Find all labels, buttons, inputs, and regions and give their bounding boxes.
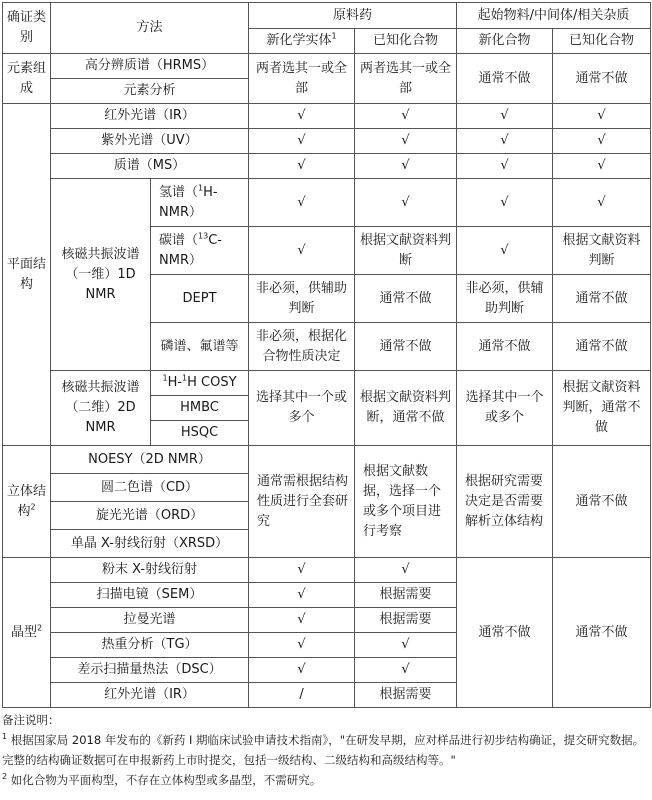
submethod-cell: 碳谱（$^{13}$C-NMR） <box>151 227 249 275</box>
table-row <box>3 154 651 179</box>
footnote-1: $^1$ 根据国家局 2018 年发布的《新药 I 期临床试验申请技术指南》，"在研发早期，应对样品进行初步结构确证，提交研究数据。完整的结构确证数据可在申报新药上市时提交，包括一级结构、二级结构和高级结构等。" <box>2 732 645 767</box>
submethod-cell: $^1$H-$^1$H COSY <box>151 371 249 396</box>
group-nmr-2d: 核磁共振波谱（二维）2D NMR <box>51 371 151 446</box>
header-new-entity: 新化学实体$^1$ <box>249 29 355 54</box>
value-cell: 通常需根据结构性质进行全套研究 <box>249 446 355 558</box>
value-cell: √ <box>553 129 651 154</box>
value-cell: √ <box>457 154 553 179</box>
value-cell: 通常不做 <box>355 275 457 323</box>
table-row <box>3 129 651 154</box>
value-cell: 根据需要 <box>355 583 457 608</box>
method-cell: 红外光谱（IR） <box>51 683 249 708</box>
footnote-2: $^2$ 如化合物为平面构型，不存在立体构型或多晶型，不需研究。 <box>2 772 322 787</box>
value-cell: 两者选其一或全部 <box>355 54 457 104</box>
value-cell: √ <box>249 154 355 179</box>
table-row <box>3 104 651 129</box>
value-cell: 通常不做 <box>553 446 651 558</box>
value-cell: 两者选其一或全部 <box>249 54 355 104</box>
header-known-compound-2: 已知化合物 <box>553 29 651 54</box>
header-category: 确证类别 <box>3 3 51 54</box>
value-cell: √ <box>355 154 457 179</box>
value-cell: √ <box>249 129 355 154</box>
value-cell: √ <box>457 104 553 129</box>
header-new-compound: 新化合物 <box>457 29 553 54</box>
value-cell: 通常不做 <box>457 54 553 104</box>
table-row <box>3 446 651 474</box>
value-cell: / <box>249 683 355 708</box>
table-row <box>3 371 651 396</box>
header-api: 原料药 <box>249 3 457 29</box>
header-method: 方法 <box>51 3 249 54</box>
value-cell: 通常不做 <box>457 558 553 708</box>
table-header-row <box>3 3 651 29</box>
category-planar: 平面结构 <box>3 104 51 446</box>
value-cell: √ <box>249 608 355 633</box>
value-cell: √ <box>355 179 457 227</box>
value-cell: √ <box>249 633 355 658</box>
method-cell: 高分辨质谱（HRMS） <box>51 54 249 79</box>
method-cell: 元素分析 <box>51 79 249 104</box>
value-cell: 根据文献资料判断，通常不做 <box>553 371 651 446</box>
value-cell: √ <box>553 154 651 179</box>
value-cell: 通常不做 <box>553 323 651 371</box>
submethod-cell: 氢谱（$^1$H-NMR） <box>151 179 249 227</box>
header-intermediates: 起始物料/中间体/相关杂质 <box>457 3 651 29</box>
value-cell: 根据文献资料判断 <box>553 227 651 275</box>
header-known-compound: 已知化合物 <box>355 29 457 54</box>
method-cell: 拉曼光谱 <box>51 608 249 633</box>
submethod-cell: DEPT <box>151 275 249 323</box>
structure-confirmation-table <box>2 2 651 708</box>
value-cell: √ <box>553 179 651 227</box>
submethod-cell: 磷谱、氟谱等 <box>151 323 249 371</box>
value-cell: √ <box>249 104 355 129</box>
value-cell: 根据文献资料判断 <box>355 227 457 275</box>
value-cell: 选择其中一个或多个 <box>249 371 355 446</box>
value-cell: 选择其中一个或多个 <box>457 371 553 446</box>
value-cell: 根据文献资料判断，通常不做 <box>355 371 457 446</box>
method-cell: 单晶 X-射线衍射（XRSD） <box>51 530 249 558</box>
submethod-cell: HSQC <box>151 421 249 446</box>
value-cell: √ <box>457 129 553 154</box>
table-row <box>3 54 651 79</box>
value-cell: √ <box>249 227 355 275</box>
value-cell: √ <box>249 558 355 583</box>
value-cell: √ <box>355 129 457 154</box>
value-cell: √ <box>457 227 553 275</box>
value-cell: 非必须，供辅助判断 <box>457 275 553 323</box>
value-cell: 通常不做 <box>553 54 651 104</box>
method-cell: 热重分析（TG） <box>51 633 249 658</box>
notes-section <box>2 710 650 790</box>
value-cell: 通常不做 <box>355 323 457 371</box>
table-row <box>3 179 651 227</box>
category-elements: 元素组成 <box>3 54 51 104</box>
method-cell: 圆二色谱（CD） <box>51 474 249 502</box>
value-cell: √ <box>249 583 355 608</box>
value-cell: 根据研究需要决定是否需要解析立体结构 <box>457 446 553 558</box>
table-row <box>3 558 651 583</box>
method-cell: 旋光光谱（ORD） <box>51 502 249 530</box>
value-cell: √ <box>355 104 457 129</box>
value-cell: 通常不做 <box>553 275 651 323</box>
method-cell: 红外光谱（IR） <box>51 104 249 129</box>
method-cell: 差示扫描量热法（DSC） <box>51 658 249 683</box>
value-cell: 根据文献数据，选择一个或多个项目进行考察 <box>355 446 457 558</box>
method-cell: 质谱（MS） <box>51 154 249 179</box>
value-cell: 通常不做 <box>553 558 651 708</box>
submethod-cell: HMBC <box>151 396 249 421</box>
value-cell: √ <box>553 104 651 129</box>
value-cell: √ <box>355 558 457 583</box>
value-cell: 通常不做 <box>457 323 553 371</box>
category-stereo: 立体结构$^2$ <box>3 446 51 558</box>
method-cell: 粉末 X-射线衍射 <box>51 558 249 583</box>
value-cell: 非必须，供辅助判断 <box>249 275 355 323</box>
value-cell: √ <box>457 179 553 227</box>
method-cell: 扫描电镜（SEM） <box>51 583 249 608</box>
notes-title: 备注说明： <box>2 713 60 727</box>
value-cell: √ <box>355 658 457 683</box>
method-cell: NOESY（2D NMR） <box>51 446 249 474</box>
method-cell: 紫外光谱（UV） <box>51 129 249 154</box>
category-crystal: 晶型$^2$ <box>3 558 51 708</box>
value-cell: 根据需要 <box>355 608 457 633</box>
group-nmr-1d: 核磁共振波谱（一维）1D NMR <box>51 179 151 371</box>
value-cell: √ <box>249 179 355 227</box>
value-cell: √ <box>355 633 457 658</box>
value-cell: √ <box>249 658 355 683</box>
value-cell: 非必须，根据化合物性质决定 <box>249 323 355 371</box>
value-cell: 根据需要 <box>355 683 457 708</box>
